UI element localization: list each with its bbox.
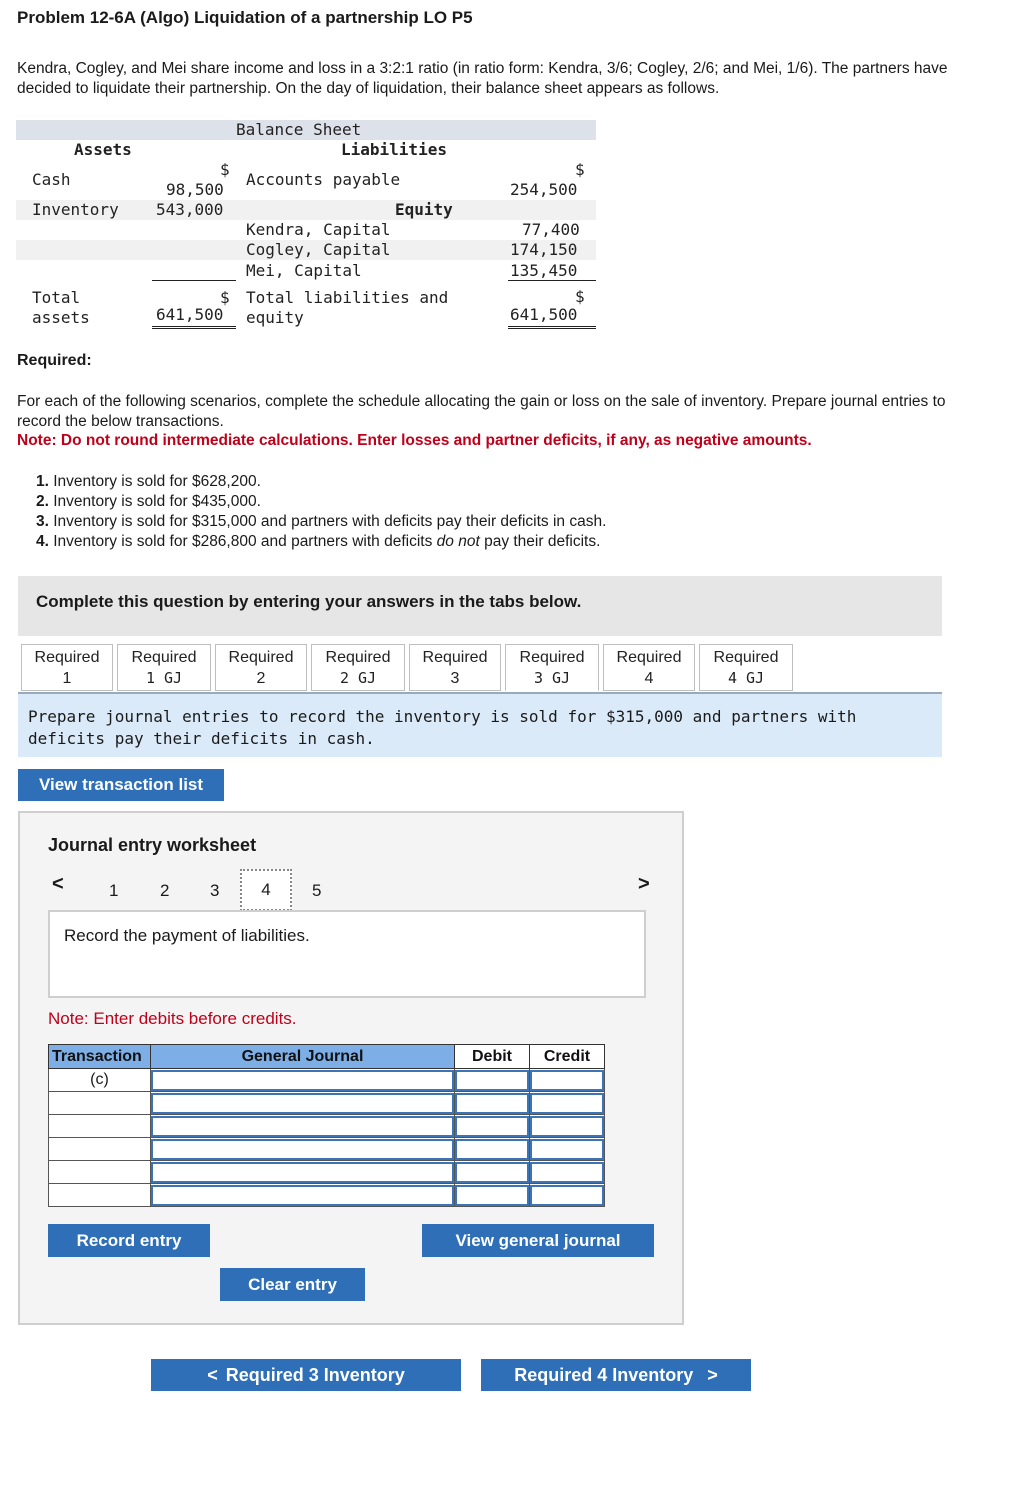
required-note: Note: Do not round intermediate calculations. Enter losses and partner deficits, if any, as negative amounts.	[17, 432, 812, 449]
complete-banner-text: Complete this question by entering your answers in the tabs below.	[36, 592, 582, 611]
cash-dollar: $	[220, 160, 230, 179]
transaction-header: Transaction	[49, 1045, 151, 1069]
total-le-double-rule	[508, 326, 596, 329]
record-description: Record the payment of liabilities.	[64, 926, 310, 945]
cash-label: Cash	[32, 170, 71, 189]
debit-cell	[455, 1069, 530, 1092]
balance-sheet-heading: Balance Sheet	[236, 120, 362, 139]
tab-required-4-gj[interactable]: Required 4 GJ	[699, 644, 793, 691]
record-entry-button[interactable]: Record entry	[48, 1224, 210, 1257]
account-input[interactable]	[151, 1185, 454, 1206]
problem-intro: Kendra, Cogley, and Mei share income and loss in a 3:2:1 ratio (in ratio form: Kendra, 3/6; Cogley, 2/6; and Mei, 1/6). The partners have decided to liquidate their partnership. On the day of liquidation, their balance sheet appears as follows.	[17, 60, 948, 97]
kendra-capital-label: Kendra, Capital	[246, 220, 391, 239]
table-row	[49, 1138, 605, 1161]
mei-capital-value: 135,450	[510, 261, 578, 280]
transaction-cell	[49, 1161, 151, 1184]
account-input[interactable]	[151, 1162, 454, 1183]
view-general-journal-button[interactable]: View general journal	[422, 1224, 654, 1257]
prev-required-button[interactable]	[151, 1359, 461, 1391]
next-page-icon[interactable]: >	[638, 873, 650, 895]
chevron-left-icon: <	[207, 1365, 218, 1385]
tab-required-1-gj[interactable]: Required 1 GJ	[117, 644, 211, 691]
debit-input[interactable]	[455, 1070, 529, 1091]
debit-input[interactable]	[455, 1116, 529, 1137]
chevron-right-icon: >	[707, 1365, 718, 1385]
table-row	[49, 1092, 605, 1115]
journal-table	[48, 1044, 605, 1207]
debit-input[interactable]	[455, 1162, 529, 1183]
scenario-item: 1. Inventory is sold for $628,200.	[36, 473, 261, 490]
scenario-list	[36, 472, 606, 552]
total-le-value: 641,500	[510, 305, 578, 324]
page-5[interactable]: 5	[312, 881, 322, 900]
transaction-cell	[49, 1092, 151, 1115]
liabilities-heading: Liabilities	[341, 140, 447, 159]
tab-instruction	[18, 692, 942, 757]
debit-header: Debit	[455, 1045, 530, 1069]
assets-subtotal-rule	[152, 280, 236, 281]
credit-cell	[530, 1092, 605, 1115]
credit-input[interactable]	[530, 1070, 604, 1091]
worksheet-title: Journal entry worksheet	[48, 835, 257, 855]
credit-input[interactable]	[530, 1093, 604, 1114]
transaction-cell	[49, 1138, 151, 1161]
account-input[interactable]	[151, 1139, 454, 1160]
table-row	[49, 1069, 605, 1092]
debit-input[interactable]	[455, 1139, 529, 1160]
equity-subtotal-rule	[508, 280, 596, 281]
account-cell	[151, 1138, 455, 1161]
credit-cell	[530, 1115, 605, 1138]
assets-heading: Assets	[74, 140, 132, 159]
debit-cell	[455, 1115, 530, 1138]
total-assets-double-rule	[152, 326, 236, 329]
total-le-label-line1: Total liabilities and	[246, 288, 449, 307]
tab-required-3[interactable]: Required 3	[409, 644, 501, 691]
account-cell	[151, 1069, 455, 1092]
view-transaction-list-button[interactable]: View transaction list	[18, 769, 224, 801]
next-required-button[interactable]	[481, 1359, 751, 1391]
credit-cell	[530, 1161, 605, 1184]
cogley-capital-value: 174,150	[510, 240, 578, 259]
account-input[interactable]	[151, 1070, 454, 1091]
credit-input[interactable]	[530, 1185, 604, 1206]
prev-required-label: Required 3 Inventory	[225, 1365, 405, 1385]
accounts-payable-label: Accounts payable	[246, 170, 401, 189]
total-assets-label-line1: Total	[32, 288, 81, 307]
mei-capital-label: Mei, Capital	[246, 261, 362, 280]
cash-value: 98,500	[166, 180, 224, 199]
debit-cell	[455, 1184, 530, 1207]
account-input[interactable]	[151, 1116, 454, 1137]
general-journal-header: General Journal	[151, 1045, 455, 1069]
total-assets-dollar: $	[220, 288, 230, 307]
worksheet-note: Note: Enter debits before credits.	[48, 1009, 297, 1028]
total-le-label-line2: equity	[246, 308, 304, 327]
scenario-item: 3. Inventory is sold for $315,000 and partners with deficits pay their deficits in cash.	[36, 513, 607, 530]
clear-entry-button[interactable]: Clear entry	[220, 1268, 365, 1301]
transaction-cell	[49, 1115, 151, 1138]
credit-header: Credit	[530, 1045, 605, 1069]
tab-instruction-text: Prepare journal entries to record the inventory is sold for $315,000 and partners with deficits pay their deficits in cash.	[28, 707, 857, 748]
credit-cell	[530, 1069, 605, 1092]
debit-input[interactable]	[455, 1093, 529, 1114]
required-paragraph: For each of the following scenarios, complete the schedule allocating the gain or loss on the sale of inventory. Prepare journal entries to record the below transactions.	[17, 393, 946, 430]
prev-page-icon[interactable]: <	[52, 873, 64, 895]
scenario-item: 4. Inventory is sold for $286,800 and partners with deficits do not pay their deficits.	[36, 533, 601, 550]
scenario-item: 2. Inventory is sold for $435,000.	[36, 493, 261, 510]
total-assets-value: 641,500	[156, 305, 224, 324]
table-row	[49, 1115, 605, 1138]
debit-input[interactable]	[455, 1185, 529, 1206]
required-heading: Required:	[17, 352, 92, 369]
debit-cell	[455, 1092, 530, 1115]
transaction-cell	[49, 1184, 151, 1207]
credit-input[interactable]	[530, 1139, 604, 1160]
tab-required-3-gj[interactable]: Required 3 GJ	[505, 644, 599, 691]
credit-input[interactable]	[530, 1162, 604, 1183]
page-4-active[interactable]: 4	[240, 869, 292, 911]
page-1[interactable]: 1	[109, 881, 119, 900]
kendra-capital-value: 77,400	[522, 220, 580, 239]
equity-heading: Equity	[395, 200, 453, 219]
account-input[interactable]	[151, 1093, 454, 1114]
account-cell	[151, 1092, 455, 1115]
tab-required-2[interactable]: Required 2	[215, 644, 307, 691]
debit-cell	[455, 1138, 530, 1161]
journal-entry-worksheet	[18, 811, 684, 1325]
page-3[interactable]: 3	[210, 881, 220, 900]
credit-input[interactable]	[530, 1116, 604, 1137]
tab-required-4[interactable]: Required 4	[603, 644, 695, 691]
problem-title: Problem 12-6A (Algo) Liquidation of a partnership LO P5	[17, 8, 473, 27]
record-description-box	[48, 910, 646, 998]
total-le-dollar: $	[575, 287, 585, 306]
tab-required-1[interactable]: Required 1	[21, 644, 113, 691]
tab-required-2-gj[interactable]: Required 2 GJ	[311, 644, 405, 691]
credit-cell	[530, 1184, 605, 1207]
inventory-value: 543,000	[156, 200, 224, 219]
account-cell	[151, 1184, 455, 1207]
transaction-cell: (c)	[49, 1069, 151, 1092]
inventory-label: Inventory	[32, 200, 119, 219]
total-assets-label-line2: assets	[32, 308, 90, 327]
debit-cell	[455, 1161, 530, 1184]
ap-dollar: $	[575, 160, 585, 179]
table-row	[49, 1161, 605, 1184]
credit-cell	[530, 1138, 605, 1161]
page-2[interactable]: 2	[160, 881, 170, 900]
complete-banner	[18, 576, 942, 636]
accounts-payable-value: 254,500	[510, 180, 578, 199]
cogley-capital-label: Cogley, Capital	[246, 240, 391, 259]
next-required-label: Required 4 Inventory	[514, 1365, 694, 1385]
account-cell	[151, 1115, 455, 1138]
table-row	[49, 1184, 605, 1207]
account-cell	[151, 1161, 455, 1184]
